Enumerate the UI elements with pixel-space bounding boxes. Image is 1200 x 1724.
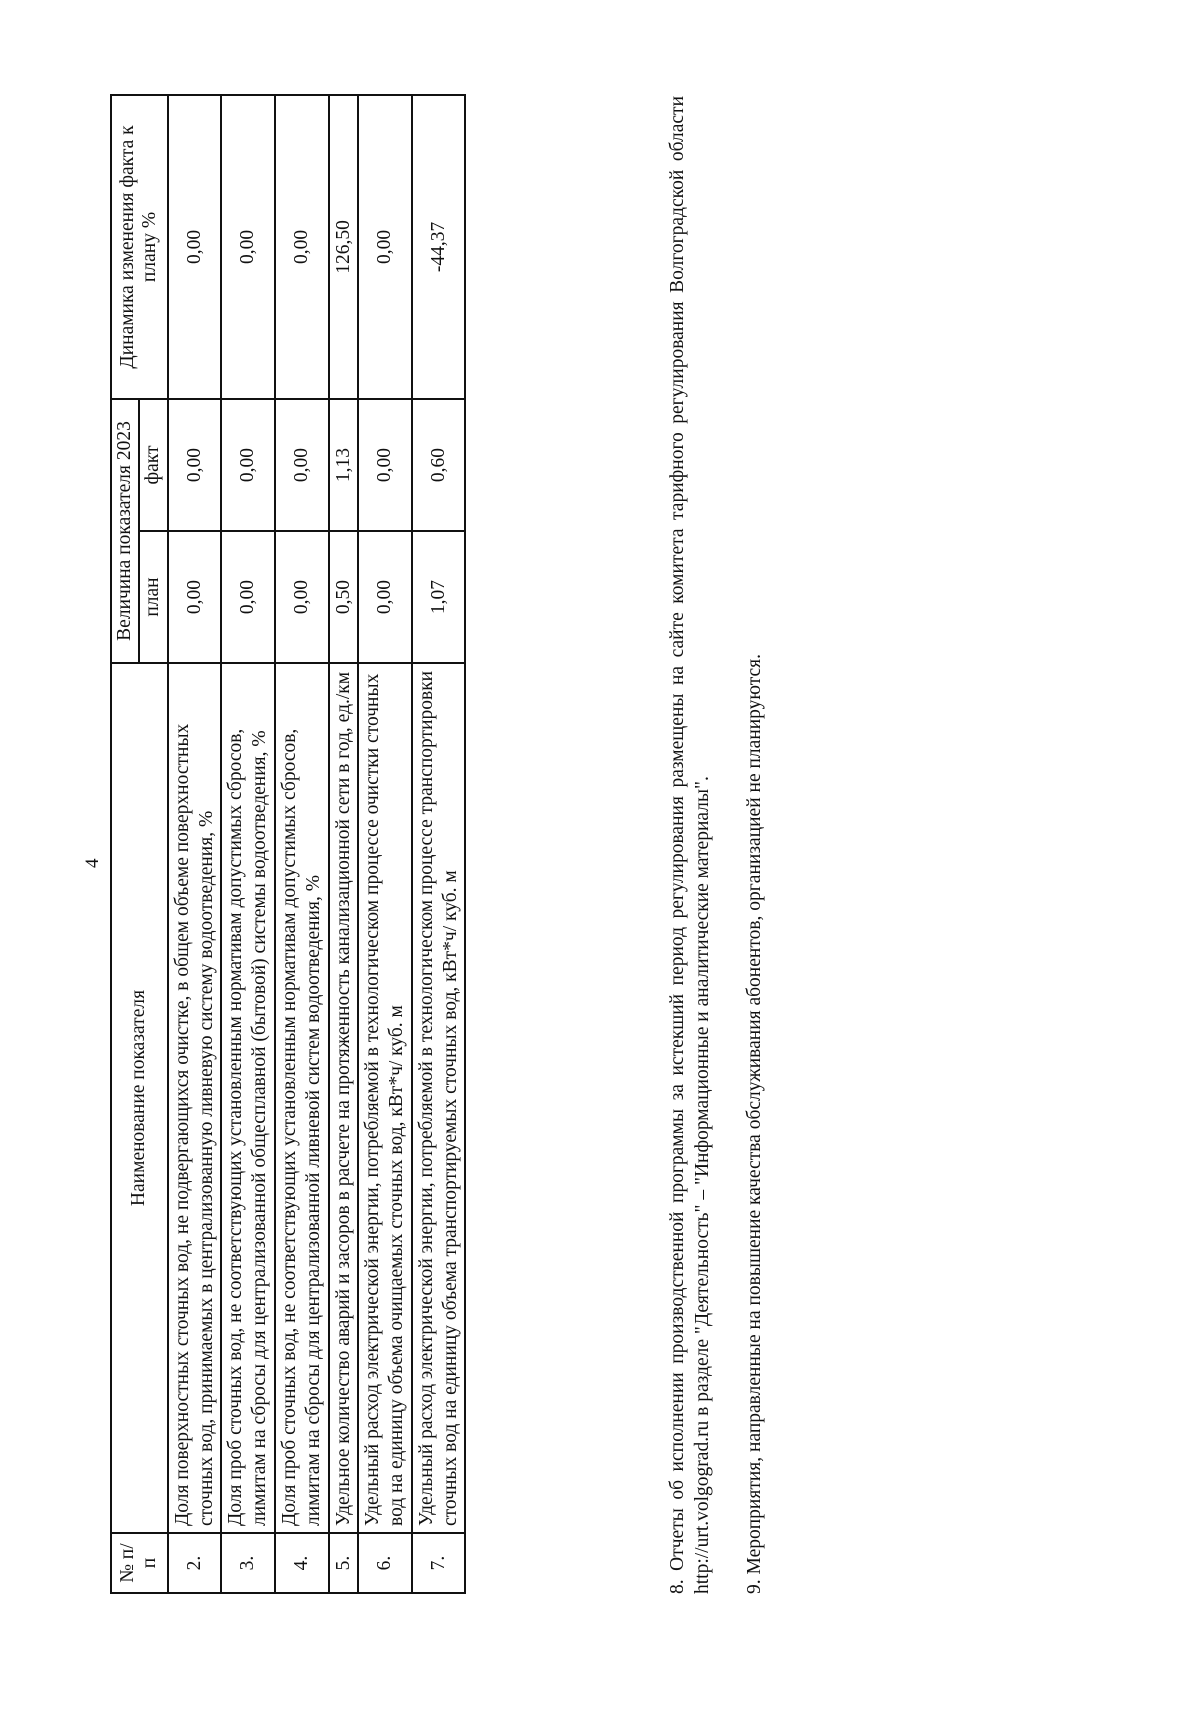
plan-value: 0,00	[275, 531, 329, 663]
row-number: 2.	[168, 1533, 222, 1593]
header-value-2023: Величина показателя 2023	[111, 399, 139, 663]
dynamics-value: 0,00	[168, 95, 222, 399]
header-fact: факт	[139, 399, 167, 531]
header-name: Наименование показателя	[111, 663, 168, 1533]
table-row	[412, 95, 466, 1593]
row-number: 6.	[358, 1533, 412, 1593]
page-number: 4	[82, 858, 103, 868]
dynamics-value: 0,00	[221, 95, 275, 399]
plan-value: 1,07	[412, 531, 466, 663]
plan-value: 0,00	[221, 531, 275, 663]
dynamics-value: 126,50	[329, 95, 359, 399]
fact-value: 0,60	[412, 399, 466, 531]
row-number: 4.	[275, 1533, 329, 1593]
indicator-name: Удельный расход электрической энергии, потребляемой в технологическом процессе транспортировки сточных вод на единицу объема транспортируемых сточных вод, кВт*ч/ куб. м	[412, 663, 466, 1533]
plan-value: 0,00	[358, 531, 412, 663]
row-number: 3.	[221, 1533, 275, 1593]
notes-section	[665, 96, 767, 1594]
header-dynamics: Динамика изменения факта к плану %	[111, 95, 168, 399]
note-item-9: 9. Мероприятия, направленные на повышение качества обслуживания абонентов, организацией не планируются.	[743, 654, 765, 1594]
dynamics-value: 0,00	[275, 95, 329, 399]
fact-value: 0,00	[358, 399, 412, 531]
indicator-name: Удельное количество аварий и засоров в расчете на протяженность канализационной сети в год, ед./км	[329, 663, 359, 1533]
header-number: № п/п	[111, 1533, 168, 1593]
indicator-name: Удельный расход электрической энергии, потребляемой в технологическом процессе очистки сточных вод на единицу объема очищаемых сточных вод, кВт*ч/ куб. м	[358, 663, 412, 1533]
indicator-name: Доля проб сточных вод, не соответствующих установленным нормативам допустимых сбросов, лимитам на сбросы для централизованной общесплавной (бытовой) системы водоотведения, %	[221, 663, 275, 1533]
table-row	[358, 95, 412, 1593]
table-row	[221, 95, 275, 1593]
plan-value: 0,50	[329, 531, 359, 663]
header-row	[111, 95, 139, 1593]
dynamics-value: 0,00	[358, 95, 412, 399]
fact-value: 0,00	[168, 399, 222, 531]
note-item-8: 8. Отчеты об исполнении производственной программы за истекший период регулирования размещены на сайте комитета тарифного регулирования Волгоградской области http://urt.volgograd.ru в разделе "Деятельность" – "Информационные и аналитические материалы".	[667, 96, 714, 1594]
indicator-name: Доля поверхностных сточных вод, не подвергающихся очистке, в общем объеме поверхностных сточных вод, принимаемых в централизованную ливневую систему водоотведения, %	[168, 663, 222, 1533]
row-number: 5.	[329, 1533, 359, 1593]
indicator-name: Доля проб сточных вод, не соответствующих установленным нормативам допустимых сбросов, лимитам на сбросы для централизованной ливневой систем водоотведения, %	[275, 663, 329, 1533]
table-row	[168, 95, 222, 1593]
row-number: 7.	[412, 1533, 466, 1593]
plan-value: 0,00	[168, 531, 222, 663]
table-row	[275, 95, 329, 1593]
fact-value: 0,00	[221, 399, 275, 531]
fact-value: 0,00	[275, 399, 329, 531]
indicators-table	[110, 94, 466, 1594]
dynamics-value: -44,37	[412, 95, 466, 399]
header-plan: план	[139, 531, 167, 663]
fact-value: 1,13	[329, 399, 359, 531]
table-row	[329, 95, 359, 1593]
